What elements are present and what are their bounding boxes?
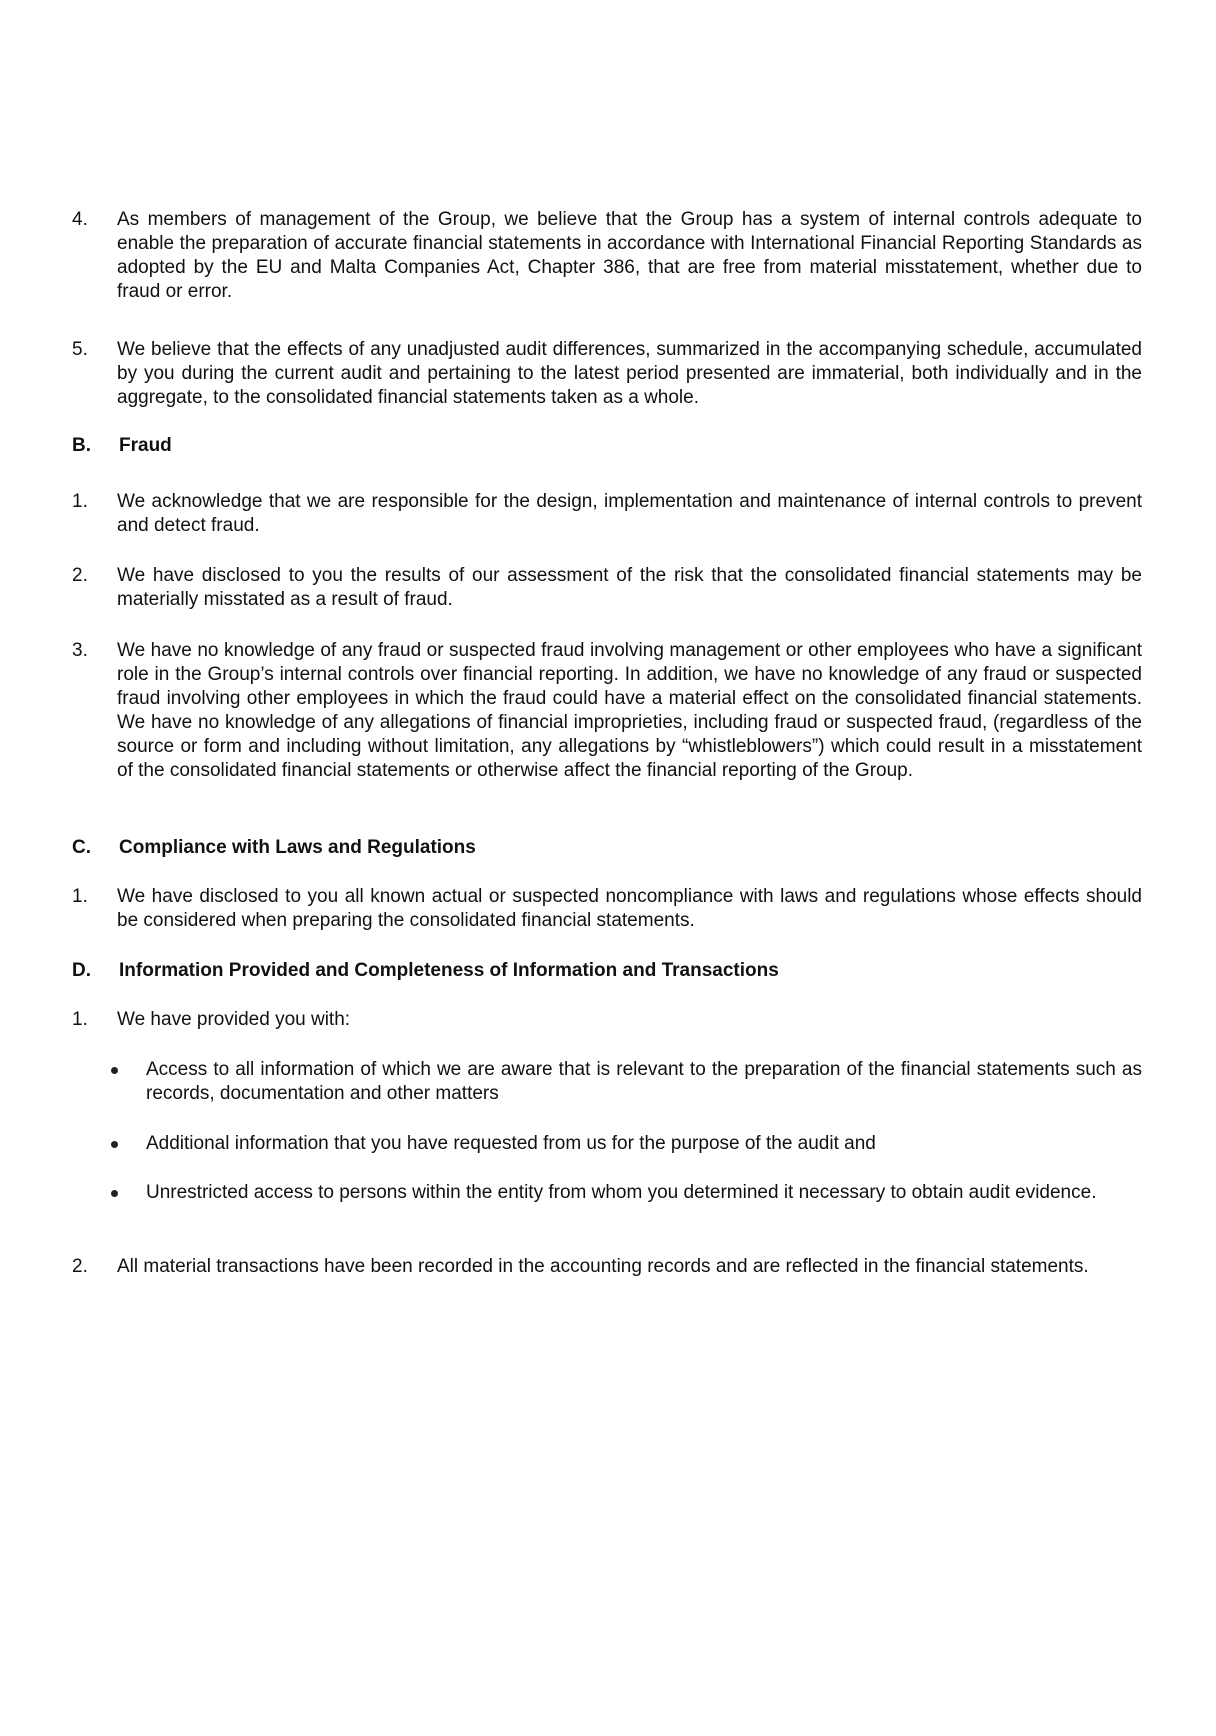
bullet-text: Access to all information of which we are aware that is relevant to the preparation of the financial statements such as records, documentation and other matters [146,1059,1142,1104]
item-text: We have provided you with: [117,1009,351,1030]
item-text: We have disclosed to you all known actual or suspected noncompliance with laws and regulations whose effects should be considered when preparing the consolidated financial statements. [117,886,1142,931]
list-item [72,564,1142,612]
item-text: We acknowledge that we are responsible for the design, implementation and maintenance of internal controls to prevent and detect fraud. [117,491,1142,536]
list-item [72,1008,1142,1032]
item-number: 2. [72,565,88,586]
item-text: All material transactions have been recorded in the accounting records and are reflected in the financial statements. [117,1256,1089,1277]
item-number: 2. [72,1256,88,1277]
item-number: 1. [72,1009,88,1030]
section-title: Information Provided and Completeness of Information and Transactions [119,960,779,981]
bullet-item [106,1132,1142,1156]
list-item [72,490,1142,538]
list-item [72,1255,1142,1279]
section-letter: D. [72,960,91,981]
list-item [72,338,1142,410]
list-item [72,885,1142,933]
bullet-item [106,1181,1142,1205]
section-heading-information [72,959,1142,983]
item-number: 1. [72,886,88,907]
list-item [72,639,1142,783]
item-number: 3. [72,640,88,661]
section-heading-compliance [72,836,1142,860]
item-text: We have no knowledge of any fraud or suspected fraud involving management or other employees who have a significant role in the Group’s internal controls over financial reporting. In addition, we have no knowledge of any fraud or suspected fraud involving other employees in which the fraud could have a material effect on the consolidated financial statements. We have no knowledge of any allegations of financial improprieties, including fraud or suspected fraud, (regardless of the source or form and including without limitation, any allegations by “whistleblowers”) which could result in a misstatement of the consolidated financial statements or otherwise affect the financial reporting of the Group. [117,640,1142,781]
item-text: We believe that the effects of any unadjusted audit differences, summarized in the accompanying schedule, accumulated by you during the current audit and pertaining to the latest period presented are immaterial, both individually and in the aggregate, to the consolidated financial statements taken as a whole. [117,339,1142,408]
section-heading-fraud [72,434,1142,458]
section-letter: B. [72,435,91,456]
item-number: 4. [72,209,88,230]
bullet-icon [106,1058,146,1106]
bullet-item [106,1058,1142,1106]
item-text: As members of management of the Group, we believe that the Group has a system of internal controls adequate to enable the preparation of accurate financial statements in accordance with International Financial Reporting Standards as adopted by the EU and Malta Companies Act, Chapter 386, that are free from material misstatement, whether due to fraud or error. [117,209,1142,302]
bullet-text: Unrestricted access to persons within the entity from whom you determined it necessary to obtain audit evidence. [146,1182,1097,1203]
section-letter: C. [72,837,91,858]
bullet-text: Additional information that you have requested from us for the purpose of the audit and [146,1133,876,1154]
bullet-icon [106,1181,146,1205]
list-item [72,208,1142,304]
bullet-icon [106,1132,146,1156]
section-title: Fraud [119,435,172,456]
item-number: 1. [72,491,88,512]
item-number: 5. [72,339,88,360]
section-title: Compliance with Laws and Regulations [119,837,476,858]
item-text: We have disclosed to you the results of our assessment of the risk that the consolidated financial statements may be materially misstated as a result of fraud. [117,565,1142,610]
